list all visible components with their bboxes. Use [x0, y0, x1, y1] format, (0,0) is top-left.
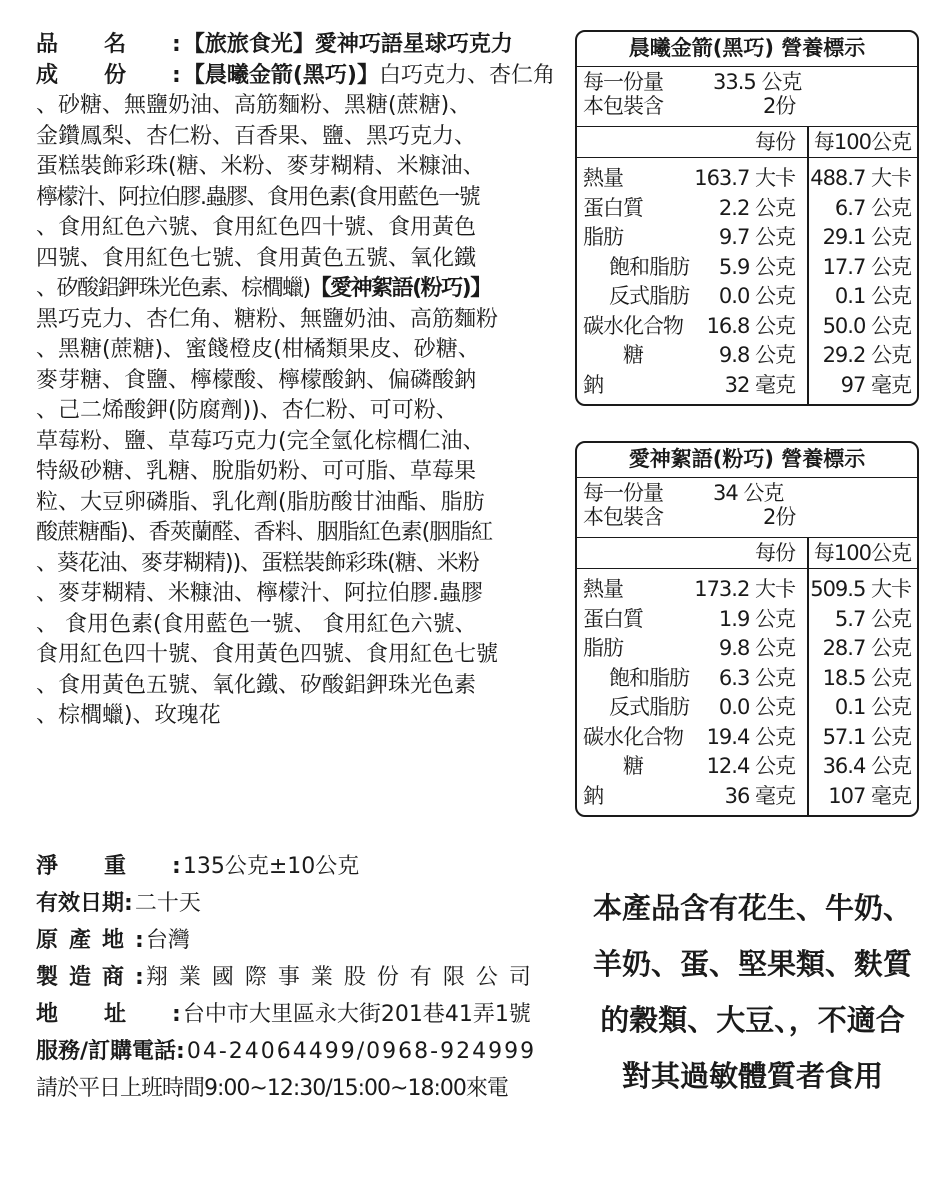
allergen-line: 羊奶、蛋、堅果類、麩質 [592, 947, 912, 981]
package-row [583, 94, 911, 118]
column-divider [807, 538, 809, 568]
per-100g-value: 29.1 公克 [822, 225, 911, 249]
ingredients-line [36, 518, 556, 549]
ingredients-block [36, 61, 556, 732]
ingredient-text: 、麥芽糊精、米糠油、檸檬汁、阿拉伯膠.蟲膠 [36, 581, 483, 606]
ingredient-text: 、葵花油、麥芽糊精))、蛋糕裝飾彩珠(糖、米粉 [36, 550, 479, 576]
nutrient-name: 碳水化合物 [583, 313, 683, 338]
maker-value: 翔業國際事業股份有限公司 [145, 965, 542, 990]
net-weight-row: 淨重:135公克±10公克 [36, 854, 360, 879]
service-hours: 請於平日上班時間9:00~12:30/15:00~18:00來電 [36, 1076, 508, 1101]
per-100g-value: 107 毫克 [828, 783, 911, 808]
serving-value: 34 公克 [713, 481, 784, 505]
package-row [583, 505, 911, 529]
nutrition-row [577, 782, 917, 812]
ingredients-line [36, 396, 556, 427]
product-info [36, 848, 581, 1107]
ingredient-text: 、黑糖(蔗糖)、蜜餞橙皮(柑橘類果皮、砂糖、 [36, 337, 480, 362]
phone-value: 04-24064499/0968-924999 [186, 1039, 537, 1064]
ingredients-line [36, 244, 556, 275]
ingredients-line [36, 91, 556, 122]
column-header [577, 127, 917, 158]
nutrition-table-pink [575, 441, 919, 817]
ingredients-line [36, 213, 556, 244]
nutrient-name: 鈉 [583, 372, 603, 397]
ingredients-line [36, 457, 556, 488]
nutrient-name: 碳水化合物 [583, 724, 683, 749]
origin-row: 原產地:台灣 [36, 928, 190, 953]
serving-label: 每一份量 [583, 70, 663, 94]
per-100g-value: 97 毫克 [840, 372, 911, 397]
per-100g-value: 5.7 公克 [834, 606, 911, 631]
nutrition-row [577, 605, 917, 635]
ingredient-text: 金鑽鳳梨、杏仁粉、百香果、鹽、黑巧克力、 [36, 123, 477, 149]
col-per-serving: 每份 [755, 541, 795, 565]
per-100g-value: 6.7 公克 [834, 195, 911, 220]
address-value: 台中市大里區永大街201巷41弄1號 [182, 1002, 531, 1027]
ingredient-text: 、 食用色素(食用藍色一號、 食用紅色六號、 [36, 611, 477, 637]
ingredient-text: 特級砂糖、乳糖、脫脂奶粉、可可脂、草莓果 [36, 459, 477, 484]
ingredient-text: 、食用黃色五號、氧化鐵、矽酸鋁鉀珠光色素 [36, 672, 477, 698]
nutrient-name: 蛋白質 [583, 195, 643, 220]
nutrient-name: 反式脂肪 [609, 284, 689, 308]
nutrition-row [577, 371, 917, 401]
allergen-warning [580, 880, 925, 1104]
per-serving-value: 1.9 公克 [718, 606, 795, 631]
col-per-100g: 每100公克 [813, 130, 911, 154]
net-weight-value: 135公克±10公克 [182, 854, 360, 879]
expiry-value: 二十天 [134, 891, 201, 916]
ingredients-line [36, 183, 556, 214]
nutrition-row [577, 312, 917, 342]
nutrient-name: 反式脂肪 [609, 695, 689, 719]
nutrition-row [577, 575, 917, 605]
serving-size-row [583, 70, 911, 94]
ingredient-text: 酸蔗糖酯)、香莢蘭醛、香料、胭脂紅色素(胭脂紅 [36, 520, 493, 545]
per-serving-value: 6.3 公克 [718, 665, 795, 690]
serving-info [577, 67, 917, 127]
ingredients-line [36, 579, 556, 610]
nutrient-name: 脂肪 [583, 225, 623, 249]
ingredient-text: 食用紅色四十號、食用黃色四號、食用紅色七號 [36, 642, 499, 667]
per-serving-value: 32 毫克 [724, 372, 795, 397]
ingredients-line [36, 152, 556, 183]
allergen-line: 本產品含有花生、牛奶、 [592, 891, 912, 925]
nutrition-row [577, 253, 917, 283]
col-per-serving: 每份 [755, 130, 795, 154]
nutrient-name: 糖 [623, 754, 643, 778]
per-serving-value: 9.7 公克 [718, 225, 795, 249]
per-100g-value: 509.5 大卡 [810, 577, 911, 601]
package-label: 本包裝含 [583, 94, 663, 118]
ingredients-line [36, 549, 556, 580]
ingredients-line [36, 610, 556, 641]
product-name-value: 【旅旅食光】愛神巧語星球巧克力 [182, 32, 513, 57]
column-header [577, 538, 917, 569]
column-divider [807, 127, 809, 157]
per-serving-value: 0.0 公克 [718, 284, 795, 308]
allergen-line: 的穀類、大豆、，不適合 [600, 1003, 905, 1037]
ingredient-text: 、己二烯酸鉀(防腐劑))、杏仁粉、可可粉、 [36, 398, 458, 423]
origin-value: 台灣 [145, 928, 190, 953]
nutrient-name: 脂肪 [583, 636, 623, 660]
serving-label: 每一份量 [583, 481, 663, 505]
ingredients-line [36, 274, 556, 305]
ingredients-line [36, 640, 556, 671]
nutrient-name: 糖 [623, 343, 643, 367]
package-value: 2份 [763, 505, 796, 529]
per-100g-value: 29.2 公克 [822, 343, 911, 367]
product-label [36, 30, 556, 732]
nutrient-name: 熱量 [583, 577, 623, 601]
ingredient-text: 白巧克力、杏仁角 [378, 62, 555, 88]
nutrition-table-dark [575, 30, 919, 406]
ingredient-text: 、棕櫚蠟)、玫瑰花 [36, 703, 221, 728]
ingredient-text: 、砂糖、無鹽奶油、高筋麵粉、黑糖(蔗糖)、 [36, 93, 472, 118]
serving-value: 33.5 公克 [713, 70, 802, 94]
ingredient-text: 黑巧克力、杏仁角、糖粉、無鹽奶油、高筋麵粉 [36, 306, 499, 332]
per-serving-value: 16.8 公克 [706, 313, 795, 338]
nutrition-row [577, 664, 917, 694]
col-per-100g: 每100公克 [813, 541, 911, 565]
ingredient-text: 檸檬汁、阿拉伯膠.蟲膠、食用色素(食用藍色一號 [36, 184, 480, 210]
ingredients-line [36, 305, 556, 336]
nutrition-row [577, 752, 917, 782]
nutrient-name: 熱量 [583, 166, 623, 190]
package-value: 2份 [763, 94, 796, 118]
nutrition-row [577, 693, 917, 723]
nutrient-name: 鈉 [583, 783, 603, 808]
nutrition-row [577, 634, 917, 664]
nutrition-title: 晨曦金箭(黑巧) 營養標示 [577, 32, 917, 67]
nutrition-title: 愛神絮語(粉巧) 營養標示 [577, 443, 917, 478]
ingredient-group-title: 【愛神絮語(粉巧)】 [309, 276, 491, 301]
ingredients-line [36, 366, 556, 397]
ingredient-text: 蛋糕裝飾彩珠(糖、米粉、麥芽糊精、米糠油、 [36, 154, 485, 179]
address-row: 地址:台中市大里區永大街201巷41弄1號 [36, 1002, 531, 1027]
nutrition-rows [577, 569, 917, 815]
nutrient-name: 飽和脂肪 [609, 254, 689, 279]
ingredient-text: 粒、大豆卵磷脂、乳化劑(脂肪酸甘油酯、脂肪 [36, 489, 485, 515]
nutrient-name: 飽和脂肪 [609, 665, 689, 690]
per-serving-value: 5.9 公克 [718, 254, 795, 279]
ingredient-text: 四號、食用紅色七號、食用黃色五號、氧化鐵 [36, 245, 477, 271]
per-100g-value: 488.7 大卡 [810, 166, 911, 190]
allergen-line: 對其過敏體質者食用 [621, 1059, 883, 1093]
per-serving-value: 163.7 大卡 [694, 166, 795, 190]
serving-info [577, 478, 917, 538]
nutrition-row [577, 164, 917, 194]
nutrition-rows [577, 158, 917, 404]
ingredient-text: 麥芽糖、食鹽、檸檬酸、檸檬酸鈉、偏磷酸鈉 [36, 367, 477, 393]
ingredients-line [36, 671, 556, 702]
per-serving-value: 36 毫克 [724, 783, 795, 808]
ingredients-line [36, 701, 556, 732]
nutrition-row [577, 723, 917, 753]
per-100g-value: 50.0 公克 [822, 313, 911, 338]
product-name-line: 品名:【旅旅食光】愛神巧語星球巧克力 [36, 30, 556, 61]
per-100g-value: 17.7 公克 [822, 254, 911, 279]
per-serving-value: 9.8 公克 [718, 636, 795, 660]
per-100g-value: 0.1 公克 [834, 284, 911, 308]
per-100g-value: 18.5 公克 [822, 665, 911, 690]
per-100g-value: 28.7 公克 [822, 636, 911, 660]
ingredients-line [36, 122, 556, 153]
per-100g-value: 36.4 公克 [822, 754, 911, 778]
per-serving-value: 9.8 公克 [718, 343, 795, 367]
serving-size-row [583, 481, 911, 505]
ingredient-group-title: 【晨曦金箭(黑巧)】 [182, 62, 379, 88]
expiry-row: 有效日期:二十天 [36, 891, 201, 916]
per-serving-value: 12.4 公克 [706, 754, 795, 778]
per-serving-value: 19.4 公克 [706, 724, 795, 749]
nutrition-row [577, 282, 917, 312]
nutrition-row [577, 194, 917, 224]
per-serving-value: 173.2 大卡 [694, 577, 795, 601]
nutrition-row [577, 223, 917, 253]
phone-row: 服務/訂購電話:04-24064499/0968-924999 [36, 1039, 537, 1064]
ingredient-text: 草莓粉、鹽、草莓巧克力(完全氫化棕櫚仁油、 [36, 428, 485, 454]
ingredient-text: 、食用紅色六號、食用紅色四十號、食用黃色 [36, 215, 477, 240]
per-100g-value: 0.1 公克 [834, 695, 911, 719]
ingredient-text: 、矽酸鋁鉀珠光色素、棕櫚蠟) [36, 276, 310, 301]
product-name-key: 品名 [36, 32, 173, 57]
nutrition-row [577, 341, 917, 371]
nutrient-name: 蛋白質 [583, 606, 643, 631]
maker-row: 製造商:翔業國際事業股份有限公司 [36, 965, 542, 990]
per-serving-value: 2.2 公克 [718, 195, 795, 220]
ingredients-line: 成份:【晨曦金箭(黑巧)】白巧克力、杏仁角 [36, 61, 556, 92]
ingredients-line [36, 335, 556, 366]
per-100g-value: 57.1 公克 [822, 724, 911, 749]
per-serving-value: 0.0 公克 [718, 695, 795, 719]
ingredients-line [36, 427, 556, 458]
package-label: 本包裝含 [583, 505, 663, 529]
ingredients-line [36, 488, 556, 519]
ingredients-key: 成份 [36, 62, 173, 88]
